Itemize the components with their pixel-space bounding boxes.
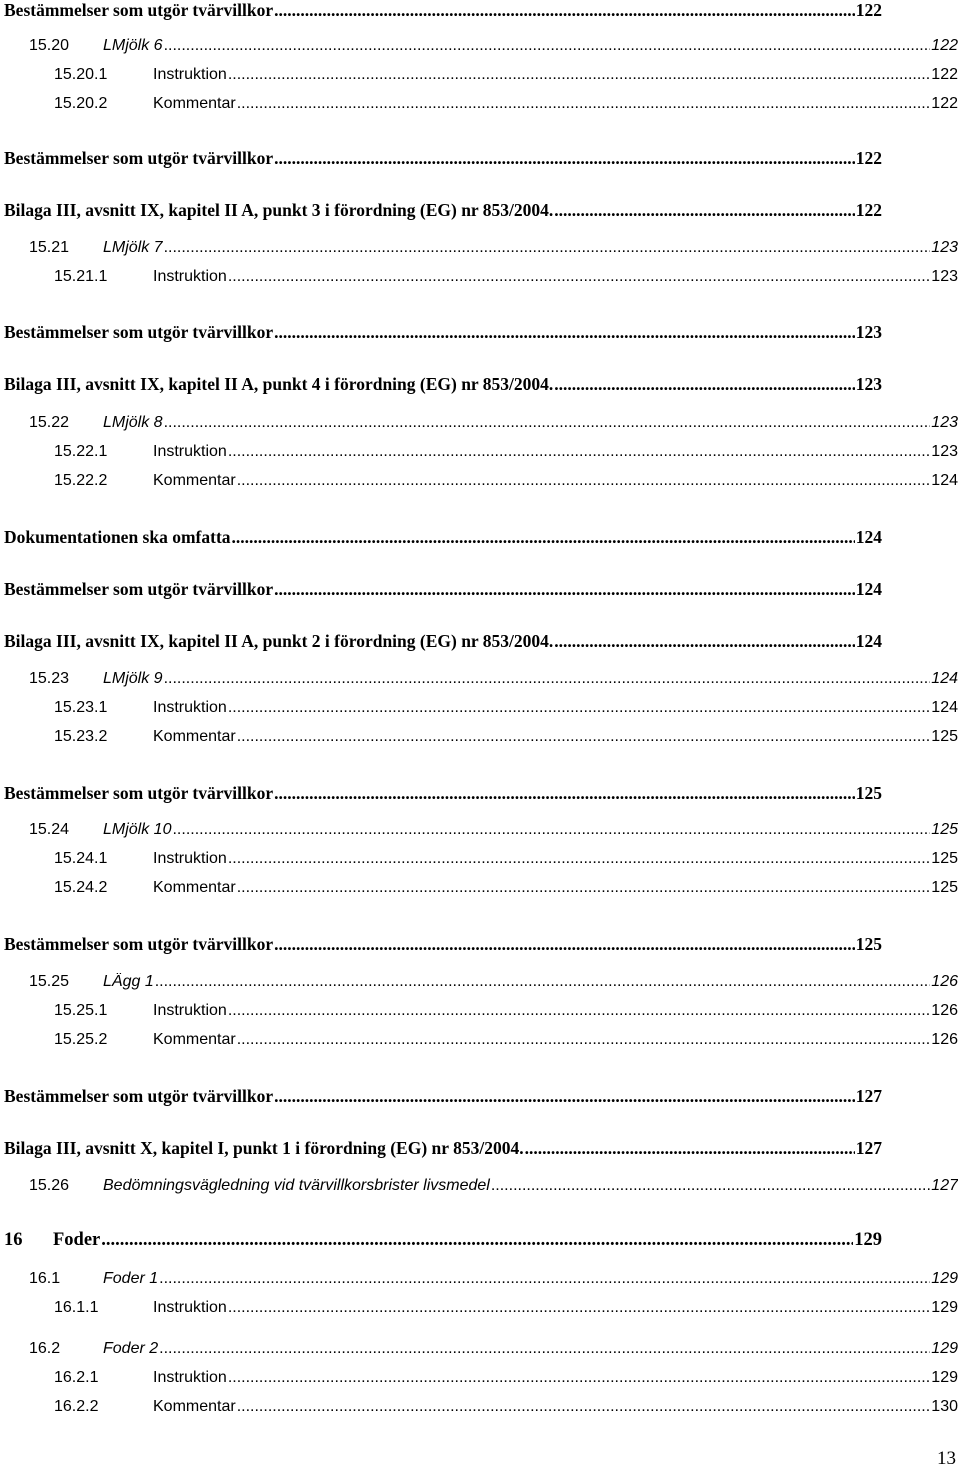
- toc-entry-title: Instruktion: [153, 699, 227, 716]
- toc-entry-number: 16.1.1: [54, 1299, 99, 1316]
- toc-entry-number: 15.22.2: [54, 472, 108, 489]
- toc-entry[interactable]: [54, 1398, 958, 1416]
- toc-entry[interactable]: [54, 879, 958, 897]
- dot-leader: [237, 728, 931, 746]
- dot-leader: [228, 699, 930, 717]
- toc-entry[interactable]: [29, 37, 958, 55]
- toc-entry[interactable]: [4, 631, 882, 652]
- toc-entry-page: 129: [931, 1299, 958, 1316]
- dot-leader: [237, 1398, 931, 1416]
- toc-entry-number: 15.20.2: [54, 95, 108, 112]
- dot-leader: [228, 1369, 930, 1387]
- toc-entry-page: 123: [855, 322, 882, 342]
- toc-entry-number: 15.23.1: [54, 699, 108, 716]
- toc-entry-page: 123: [931, 443, 958, 460]
- toc-entry-title: LMjölk 8: [103, 414, 163, 431]
- toc-entry[interactable]: [29, 670, 958, 688]
- toc-entry[interactable]: [4, 200, 882, 221]
- dot-leader: [237, 1031, 931, 1049]
- toc-entry-page: 129: [931, 1369, 958, 1386]
- dot-leader: [232, 527, 855, 548]
- toc-entry-number: 15.23.2: [54, 728, 108, 745]
- dot-leader: [237, 95, 931, 113]
- toc-entry-page: 124: [931, 699, 958, 716]
- toc-entry-page: 125: [931, 879, 958, 896]
- toc-entry-page: 124: [855, 631, 882, 651]
- toc-entry-title: Instruktion: [153, 850, 227, 867]
- toc-entry-page: 122: [931, 37, 958, 54]
- toc-entry[interactable]: [54, 1369, 958, 1387]
- toc-entry-title: Bilaga III, avsnitt IX, kapitel II A, punkt 3 i förordning (EG) nr 853/2004.: [4, 200, 554, 220]
- dot-leader: [164, 37, 931, 55]
- toc-entry[interactable]: [54, 443, 958, 461]
- dot-leader: [274, 0, 855, 21]
- dot-leader: [164, 414, 931, 432]
- dot-leader: [554, 200, 854, 221]
- toc-entry-page: 123: [931, 268, 958, 285]
- dot-leader: [274, 322, 855, 343]
- toc-entry[interactable]: [54, 1031, 958, 1049]
- toc-entry-number: 15.25.1: [54, 1002, 108, 1019]
- toc-entry-number: 15.25.2: [54, 1031, 108, 1048]
- toc-entry[interactable]: [54, 472, 958, 490]
- toc-entry-page: 126: [931, 1002, 958, 1019]
- toc-entry-title: Bestämmelser som utgör tvärvillkor: [4, 934, 274, 954]
- toc-entry-page: 127: [931, 1177, 958, 1194]
- toc-entry-title: Bestämmelser som utgör tvärvillkor: [4, 1086, 274, 1106]
- toc-entry[interactable]: [54, 66, 958, 84]
- toc-entry[interactable]: [4, 783, 882, 804]
- toc-entry[interactable]: [54, 699, 958, 717]
- dot-leader: [228, 850, 930, 868]
- toc-entry-page: 124: [931, 472, 958, 489]
- toc-entry-page: 122: [855, 200, 882, 220]
- toc-entry-title: Instruktion: [153, 66, 227, 83]
- toc-entry-number: 16.2.1: [54, 1369, 99, 1386]
- toc-entry-page: 125: [855, 783, 882, 803]
- dot-leader: [554, 631, 854, 652]
- toc-entry[interactable]: [4, 1086, 882, 1107]
- toc-entry-title: Instruktion: [153, 443, 227, 460]
- toc-entry-title: Kommentar: [153, 1031, 236, 1048]
- toc-entry-title: LMjölk 9: [103, 670, 163, 687]
- toc-entry-title: LMjölk 6: [103, 37, 163, 54]
- toc-entry[interactable]: [29, 1177, 958, 1195]
- dot-leader: [159, 1340, 930, 1358]
- toc-entry[interactable]: [29, 414, 958, 432]
- dot-leader: [228, 443, 930, 461]
- toc-entry-title: LMjölk 7: [103, 239, 163, 256]
- toc-entry-page: 122: [855, 0, 882, 20]
- toc-entry[interactable]: [4, 579, 882, 600]
- toc-entry-number: 15.22: [29, 414, 70, 431]
- toc-entry-page: 126: [931, 1031, 958, 1048]
- toc-entry-title: Instruktion: [153, 1299, 227, 1316]
- toc-entry[interactable]: [29, 1270, 958, 1288]
- toc-entry-number: 15.21.1: [54, 268, 108, 285]
- toc-entry[interactable]: [4, 1230, 882, 1251]
- toc-entry-page: 129: [931, 1340, 958, 1357]
- toc-entry-title: LMjölk 10: [103, 821, 172, 838]
- toc-entry[interactable]: [54, 268, 958, 286]
- toc-entry-title: Bestämmelser som utgör tvärvillkor: [4, 579, 274, 599]
- toc-entry-page: 125: [931, 728, 958, 745]
- toc-entry-page: 122: [931, 95, 958, 112]
- toc-entry-page: 125: [931, 821, 958, 838]
- dot-leader: [274, 783, 855, 804]
- page-number: 13: [937, 1448, 956, 1469]
- toc-entry-title: Kommentar: [153, 879, 236, 896]
- dot-leader: [274, 148, 855, 169]
- toc-entry-page: 122: [931, 66, 958, 83]
- toc-entry-title: Bedömningsvägledning vid tvärvillkorsbrister livsmedel: [103, 1177, 490, 1194]
- toc-entry[interactable]: [4, 527, 882, 548]
- toc-entry-number: 15.20.1: [54, 66, 108, 83]
- toc-entry-title: Bestämmelser som utgör tvärvillkor: [4, 783, 274, 803]
- toc-entry-number: 15.24.2: [54, 879, 108, 896]
- dot-leader: [101, 1230, 853, 1251]
- dot-leader: [172, 821, 930, 839]
- toc-entry-title: Foder 1: [103, 1270, 159, 1287]
- toc-entry-number: 16.2: [29, 1340, 61, 1357]
- toc-entry[interactable]: [4, 1138, 882, 1159]
- dot-leader: [228, 1299, 930, 1317]
- toc-entry-number: 15.24.1: [54, 850, 108, 867]
- dot-leader: [228, 66, 930, 84]
- toc-entry-page: 123: [931, 239, 958, 256]
- toc-entry-page: 129: [854, 1230, 882, 1250]
- toc-entry-number: 15.21: [29, 239, 70, 256]
- toc-entry[interactable]: [54, 728, 958, 746]
- toc-entry[interactable]: [54, 1002, 958, 1020]
- toc-entry[interactable]: [4, 322, 882, 343]
- toc-entry-number: 16: [4, 1230, 23, 1250]
- toc-entry-title: Kommentar: [153, 728, 236, 745]
- toc-entry-number: 16.1: [29, 1270, 61, 1287]
- toc-entry-number: 15.24: [29, 821, 70, 838]
- toc-entry[interactable]: [4, 374, 882, 395]
- toc-entry-page: 125: [855, 934, 882, 954]
- dot-leader: [274, 934, 855, 955]
- toc-entry-number: 16.2.2: [54, 1398, 99, 1415]
- toc-entry-number: 15.26: [29, 1177, 70, 1194]
- toc-entry-title: Bestämmelser som utgör tvärvillkor: [4, 148, 274, 168]
- toc-entry-page: 122: [855, 148, 882, 168]
- dot-leader: [164, 670, 931, 688]
- toc-entry-number: 15.23: [29, 670, 70, 687]
- toc-entry[interactable]: [4, 0, 882, 21]
- toc-entry-title: Bilaga III, avsnitt IX, kapitel II A, punkt 4 i förordning (EG) nr 853/2004.: [4, 374, 554, 394]
- toc-entry-title: Kommentar: [153, 1398, 236, 1415]
- dot-leader: [228, 1002, 930, 1020]
- dot-leader: [491, 1177, 930, 1195]
- toc-entry-page: 124: [931, 670, 958, 687]
- toc-entry-title: Bilaga III, avsnitt IX, kapitel II A, punkt 2 i förordning (EG) nr 853/2004.: [4, 631, 554, 651]
- toc-entry[interactable]: [29, 1340, 958, 1358]
- toc-entry-title: Bestämmelser som utgör tvärvillkor: [4, 0, 274, 20]
- dot-leader: [525, 1138, 855, 1159]
- toc-entry-page: 130: [931, 1398, 958, 1415]
- dot-leader: [228, 268, 930, 286]
- toc-entry-page: 124: [855, 579, 882, 599]
- toc-entry-page: 129: [931, 1270, 958, 1287]
- toc-entry-title: Instruktion: [153, 1369, 227, 1386]
- toc-entry-title: Foder: [53, 1230, 101, 1250]
- toc-entry[interactable]: [54, 1299, 958, 1317]
- toc-entry[interactable]: [54, 95, 958, 113]
- toc-entry-title: Bilaga III, avsnitt X, kapitel I, punkt 1 i förordning (EG) nr 853/2004.: [4, 1138, 524, 1158]
- dot-leader: [237, 879, 931, 897]
- toc-entry-number: 15.25: [29, 973, 70, 990]
- toc-entry[interactable]: [4, 148, 882, 169]
- dot-leader: [159, 1270, 930, 1288]
- toc-entry-title: Instruktion: [153, 1002, 227, 1019]
- toc-entry[interactable]: [29, 821, 958, 839]
- toc-entry-number: 15.20: [29, 37, 70, 54]
- toc-entry-title: Kommentar: [153, 472, 236, 489]
- dot-leader: [274, 579, 855, 600]
- dot-leader: [237, 472, 931, 490]
- dot-leader: [164, 239, 931, 257]
- toc-entry-title: Kommentar: [153, 95, 236, 112]
- toc-entry-title: Dokumentationen ska omfatta: [4, 527, 231, 547]
- toc-entry-title: Foder 2: [103, 1340, 159, 1357]
- toc-entry-page: 123: [855, 374, 882, 394]
- toc-entry-page: 125: [931, 850, 958, 867]
- toc-entry[interactable]: [29, 239, 958, 257]
- toc-entry-page: 126: [931, 973, 958, 990]
- toc-entry-title: Bestämmelser som utgör tvärvillkor: [4, 322, 274, 342]
- dot-leader: [155, 973, 931, 991]
- toc-entry-page: 124: [855, 527, 882, 547]
- toc-entry-page: 127: [855, 1138, 882, 1158]
- toc-entry[interactable]: [29, 973, 958, 991]
- toc-entry[interactable]: [4, 934, 882, 955]
- dot-leader: [274, 1086, 855, 1107]
- toc-entry-page: 127: [855, 1086, 882, 1106]
- dot-leader: [554, 374, 854, 395]
- toc-entry-title: LÄgg 1: [103, 973, 154, 990]
- toc-entry-title: Instruktion: [153, 268, 227, 285]
- toc-entry[interactable]: [54, 850, 958, 868]
- toc-entry-page: 123: [931, 414, 958, 431]
- toc-entry-number: 15.22.1: [54, 443, 108, 460]
